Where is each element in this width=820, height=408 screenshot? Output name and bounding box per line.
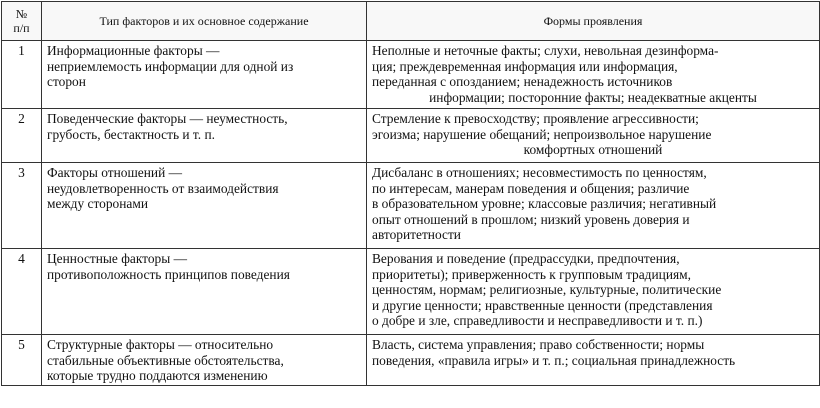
row-number: 5: [2, 335, 42, 386]
factor-forms: Неполные и неточные факты; слухи, невольная дезинформа- ция; преждевременная информация или информация, переданная с опозданием; ненадежность источников информации; посторонние факты; неадекватные акценты: [367, 41, 820, 109]
factor-forms-last-line: информации; посторонние факты; неадекватные акценты: [429, 89, 757, 105]
row-number: 2: [2, 109, 42, 163]
table-row: [2, 109, 820, 163]
factor-forms: Дисбаланс в отношениях; несовместимость по ценностям, по интересам, манерам поведения и общения; различие в образовательном уровне; классовые различия; негативный опыт отношений в прошлом; низкий уровень доверия и авторитетности: [367, 163, 820, 249]
factor-forms: Верования и поведение (предрассудки, предпочтения, приоритеты); приверженность к групповым традициям, ценностям, нормам; религиозные, культурные, политические и другие ценности; нравственные ценности (представления о добре и зле, справедливости и несправедливости и т. п.): [367, 249, 820, 335]
factor-type: Поведенческие факторы — неуместность, грубость, бестактность и т. п.: [42, 109, 367, 163]
factors-table: [1, 1, 820, 386]
row-number: 3: [2, 163, 42, 249]
header-row: [2, 2, 820, 41]
factor-type: Структурные факторы — относительно стабильные объективные обстоятельства, которые трудно поддаются изменению: [42, 335, 367, 386]
header-type: Тип факторов и их основное содержание: [42, 2, 367, 41]
factor-forms: Власть, система управления; право собственности; нормы поведения, «правила игры» и т. п.; социальная принадлежность: [367, 335, 820, 386]
table-row: [2, 249, 820, 335]
header-forms: Формы проявления: [367, 2, 820, 41]
row-number: 1: [2, 41, 42, 109]
table-row: [2, 335, 820, 386]
factor-forms-last-line: комфортных отношений: [523, 142, 663, 158]
factor-type: Факторы отношений — неудовлетворенность от взаимодействия между сторонами: [42, 163, 367, 249]
header-num: № п/п: [2, 2, 42, 41]
factor-forms: Стремление к превосходству; проявление агрессивности; эгоизма; нарушение обещаний; непроизвольное нарушение комфортных отношений: [367, 109, 820, 163]
factor-type: Информационные факторы — неприемлемость информации для одной из сторон: [42, 41, 367, 109]
row-number: 4: [2, 249, 42, 335]
factor-type: Ценностные факторы — противоположность принципов поведения: [42, 249, 367, 335]
table-row: [2, 163, 820, 249]
table-row: [2, 41, 820, 109]
